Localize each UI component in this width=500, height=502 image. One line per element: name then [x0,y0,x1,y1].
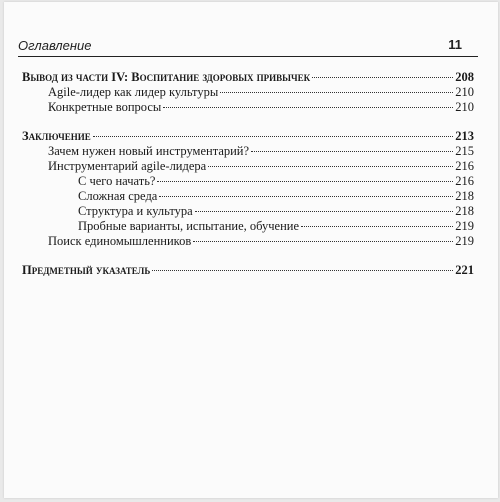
toc-entry-page: 218 [455,189,474,203]
toc-dot-leader [157,180,453,182]
running-head [18,38,478,57]
toc-entry [22,219,474,234]
toc-entry [22,85,474,100]
toc-entry-page: 215 [455,144,474,158]
toc-dot-leader [193,240,453,242]
toc-entry-label: Поиск единомышленников [48,234,192,248]
toc-dot-leader [159,195,453,197]
toc-entry-page: 218 [455,204,474,218]
toc-dot-leader [93,135,454,137]
toc-entry-index [22,263,474,278]
toc-entry-label: Инструментарий agile-лидера [48,159,207,173]
toc-entry-label: Agile-лидер как лидер культуры [48,85,219,99]
toc-entry [22,100,474,115]
toc-entry-label: Предметный указатель [22,263,151,277]
toc-entry-label: Вывод из части IV: Воспитание здоровых привычек [22,70,311,84]
toc-entry [22,144,474,159]
toc-entry-label: Зачем нужен новый инструментарий? [48,144,250,158]
toc-entry-page: 208 [455,70,474,84]
toc-entry-part-conclusion [22,70,474,85]
toc-dot-leader [152,269,453,271]
toc-dot-leader [195,210,454,212]
toc-entry-page: 216 [455,159,474,173]
toc-dot-leader [220,91,453,93]
toc-entry [22,174,474,189]
toc-entry [22,234,474,249]
toc-entry-conclusion [22,129,474,144]
toc-dot-leader [251,150,453,152]
toc-entry [22,159,474,174]
running-head-page-number: 11 [448,37,462,52]
toc-entry-page: 210 [455,100,474,114]
toc-entry-page: 210 [455,85,474,99]
toc-entry-page: 219 [455,234,474,248]
toc-entry-label: Сложная среда [78,189,158,203]
running-head-title: Оглавление [18,38,92,53]
toc-entry [22,204,474,219]
toc-dot-leader [312,76,453,78]
toc-dot-leader [208,165,453,167]
toc-dot-leader [301,225,453,227]
toc-entry-label: Заключение [22,129,91,143]
toc-dot-leader [163,106,453,108]
toc-entry-page: 216 [455,174,474,188]
toc-entry-label: Структура и культура [78,204,193,218]
toc-entry-page: 221 [455,263,474,277]
toc-entry-page: 219 [455,219,474,233]
book-page [4,2,498,498]
toc-entry-label: Конкретные вопросы [48,100,162,114]
toc-entry-label: С чего начать? [78,174,156,188]
spacer [22,115,474,129]
spacer [22,249,474,263]
toc-entry [22,189,474,204]
toc-entry-page: 213 [455,129,474,143]
toc-entry-label: Пробные варианты, испытание, обучение [78,219,300,233]
table-of-contents [22,70,474,278]
